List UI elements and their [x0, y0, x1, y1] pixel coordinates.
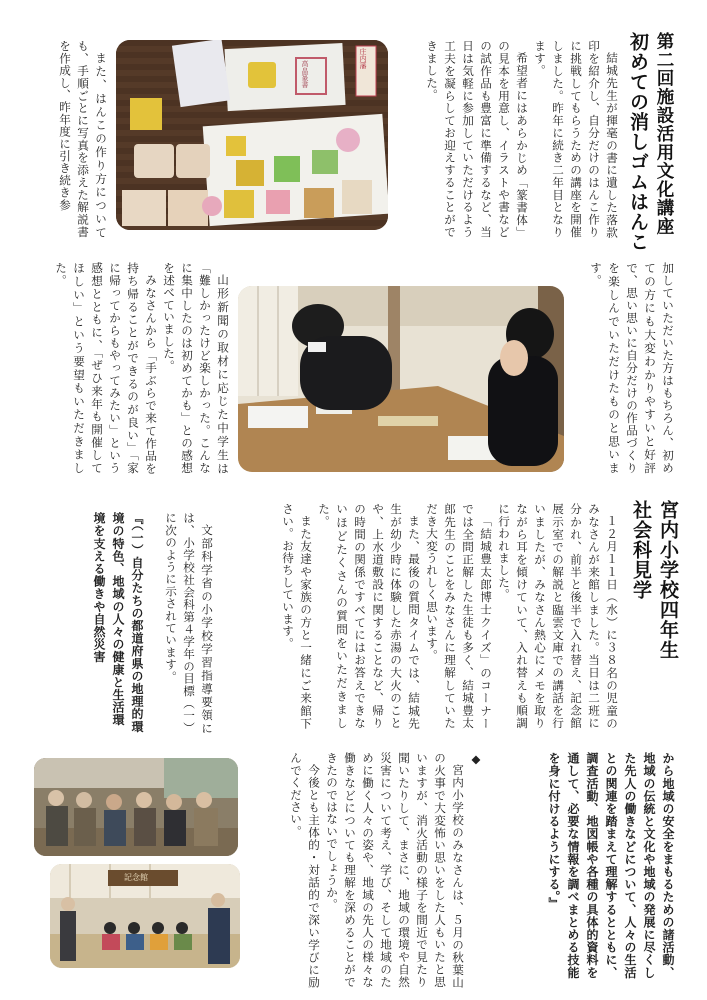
- workshop-photo-illustration: [238, 286, 564, 472]
- article1-mid-right-text: 加していただいた方はもちろん、初めての方にも大変わかりやすいと好評で、思い思いに自分だけの作品づくりを楽しんでいただけたものと思います。: [589, 262, 675, 474]
- guideline-intro: [150, 512, 216, 734]
- article2-paragraph: また、最後の質問タイムでは、結城先生が幼少時に体験した赤湯の大火のことや、上水道敷設に関することなど、帰りの時間の関係ですべてにはお答えできないほどたくさんの質問をいただきました。: [317, 503, 421, 729]
- article2-closing: [233, 752, 485, 988]
- stamp-tag-text: 庄内藩: [359, 48, 367, 69]
- article2-body: [231, 503, 621, 729]
- article1-paragraph: みなさんから「手ぶらで来て作品を持ち帰ることができるのが良い」「家に帰ってからもやってみたい」という感想とともに、「ぜひ来年も開催してほしい」という要望もいただきました。: [54, 262, 158, 474]
- audience-photo-illustration: [34, 758, 238, 856]
- workshop-photo: [238, 286, 564, 472]
- article1-mid-left: [36, 262, 232, 474]
- guideline-quote-end-text: から地域の安全をまもるための諸活動、地域の伝統と文化や地域の発展に尽くした先人の働きなどについて、人々の生活との関連を踏まえて理解するとともに、調査活動、地図帳や各種の具体的資料を通して、必要な情報を調べまとめる技能を身に付けるようにする。』: [547, 752, 675, 979]
- diamond-bullet: ◆: [469, 752, 483, 767]
- article1-title-line1: 第二回施設活用文化講座: [654, 32, 674, 236]
- article1-paragraph: 結城先生が揮毫の書に遺した落款印を紹介し、自分だけのはんこ作りに挑戦してもらうための講座を開催しました。昨年に続き二年目となります。: [533, 40, 619, 238]
- article1-mid-right: [547, 262, 677, 474]
- guideline-quote-start-text: 『（一）自分たちの都道府県の地理的環境の特色、地域の人々の健康と生活環境を支える働きや自然災害: [92, 512, 144, 733]
- article2-paragraph: １２月１１日（水）に３８名の児童のみなさんが来館しました。当日は二班に分かれ、前半と後半で入れ替え、記念館展示室での解説と臨雲文庫での講話を行いましたが、みなさん熱心にメモを取りながら耳を傾けていて、入れ替えも順調に行われました。: [497, 503, 619, 729]
- article2-title-line2: 社会科見学: [630, 500, 652, 600]
- stamp-sign-text: 高畠篆書: [301, 60, 309, 88]
- article1-paragraph: 希望者にはあらかじめ「篆書体」の見本を用意し、イラストや書などの試作品も豊富に準備するなど、当日は気軽に参加していただけるよう工夫を凝らしてお迎えすることができました。: [425, 40, 529, 238]
- article1-body: [403, 40, 621, 238]
- article1-title-line2: 初めての消しゴムはんこ: [627, 32, 649, 252]
- article1-title: [625, 32, 677, 257]
- audience-photo: [34, 758, 238, 856]
- stamp-photo: [116, 40, 388, 230]
- article2-closing-paragraph: 宮内小学校のみなさんは、５月の秋葉山の火事で大変怖い思いをした人もいたと思いますが、消火活動の様子を間近で見たり聞いたりして、まさに、地域の環境や自然災害について考え、学び、そして地域のために働く人々の姿や、地域の先人の様々な働きなどについても理解を深めることができたのではないでしょうか。: [325, 752, 465, 988]
- lecture-photo: [50, 864, 240, 968]
- guideline-intro-text: 文部科学省の小学校学習指導要領には、小学校社会科第４学年の目標（一）に次のように示されています。: [164, 512, 214, 734]
- article2-paragraph: 「結城豊太郎博士クイズ」のコーナーでは全問正解した生徒も多く、結城豊太郎先生のことをみなさんに理解していただき大変うれしく思います。: [425, 503, 493, 729]
- article2-paragraph: また友達や家族の方と一緒にご来館下さい。お待ちしています。: [281, 503, 313, 729]
- stamp-photo-illustration: [116, 40, 388, 230]
- article1-body-continued: [44, 40, 110, 238]
- article1-paragraph: 山形新聞の取材に応じた中学生は「難しかったけど楽しかった。こんなに集中したのは初めてかも」との感想を述べていました。: [162, 262, 230, 474]
- article1-paragraph: また、はんこの作り方についても、手順ごとに写真を添えた解説書を作成し、昨年度に引き続き参: [58, 40, 108, 238]
- guideline-quote-end: [493, 752, 677, 988]
- hall-sign-text: 記念館: [124, 873, 148, 882]
- article2-title-line1: 宮内小学校四年生: [657, 500, 679, 660]
- article2-title: [627, 500, 681, 740]
- guideline-quote-start: [50, 512, 146, 734]
- article2-closing-paragraph: 今後とも主体的・対話的で深い学びに励んでください。: [289, 752, 321, 988]
